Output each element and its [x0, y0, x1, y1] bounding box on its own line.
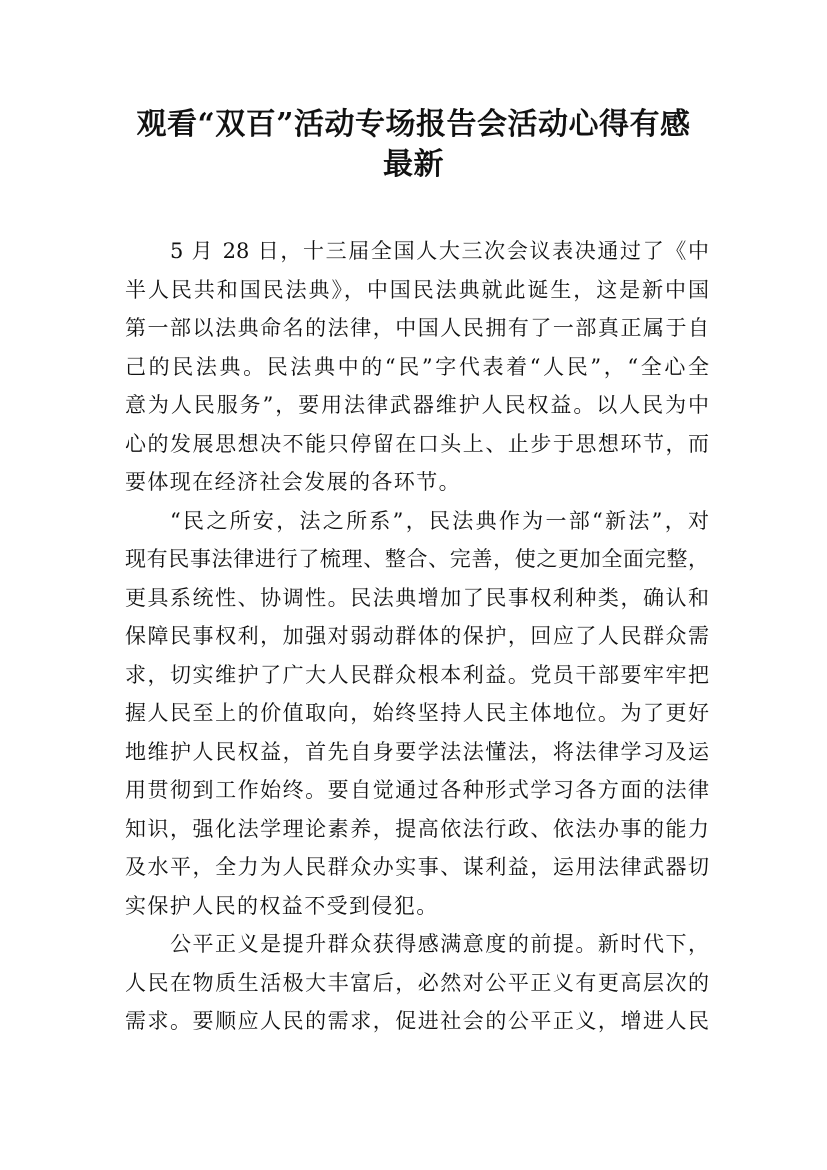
text-line: 第一部以法典命名的法律，中国人民拥有了一部真正属于自 — [125, 316, 709, 340]
text-line: 实保护人民的权益不受到侵犯。 — [125, 893, 439, 918]
text-line: 需求。要顺应人民的需求，促进社会的公平正义，增进人民 — [125, 1009, 709, 1033]
document-title-line-1: 观看“双百”活动专场报告会活动心得有感 — [136, 107, 691, 142]
text-line: 用贯彻到工作始终。要自觉通过各种形式学习各方面的法律 — [125, 778, 709, 802]
paragraph — [125, 232, 709, 502]
text-line: 地维护人民权益，首先自身要学法法懂法，将法律学习及运 — [125, 739, 709, 764]
text-line: 意为人民服务”，要用法律武器维护人民权益。以人民为中 — [125, 393, 709, 417]
paragraph — [125, 925, 709, 1041]
text-line: 心的发展思想决不能只停留在口头上、止步于思想环节，而 — [125, 431, 709, 456]
text-line: 更具系统性、协调性。民法典增加了民事权利种类，确认和 — [125, 585, 709, 610]
text-line: 公平正义是提升群众获得感满意度的前提。新时代下， — [170, 932, 709, 956]
document-title-line-2: 最新 — [383, 147, 444, 182]
text-line: 半人民共和国民法典》，中国民法典就此诞生，这是新中国 — [125, 277, 709, 302]
text-line: 人民在物质生活极大丰富后，必然对公平正义有更高层次的 — [125, 970, 709, 995]
text-line: “民之所安，法之所系”，民法典作为一部“新法”，对 — [170, 508, 709, 533]
text-line: 己的民法典。民法典中的“民”字代表着“人民”，“全心全 — [125, 354, 709, 379]
text-line: 现有民事法律进行了梳理、整合、完善，使之更加全面完整， — [125, 547, 709, 571]
document-body — [125, 232, 709, 1041]
text-line: 要体现在经济社会发展的各环节。 — [125, 470, 461, 494]
text-line: 保障民事权利，加强对弱动群体的保护，回应了人民群众需 — [125, 624, 709, 648]
text-line: 握人民至上的价值取向，始终坚持人民主体地位。为了更好 — [125, 701, 709, 725]
text-line: 5 月 28 日，十三届全国人大三次会议表决通过了《中 — [170, 239, 709, 263]
paragraph — [125, 502, 709, 926]
text-line: 求，切实维护了广大人民群众根本利益。党员干部要牢牢把 — [125, 662, 709, 687]
text-line: 知识，强化法学理论素养，提高依法行政、依法办事的能力 — [125, 816, 709, 841]
text-line: 及水平，全力为人民群众办实事、谋利益，运用法律武器切 — [125, 855, 709, 879]
